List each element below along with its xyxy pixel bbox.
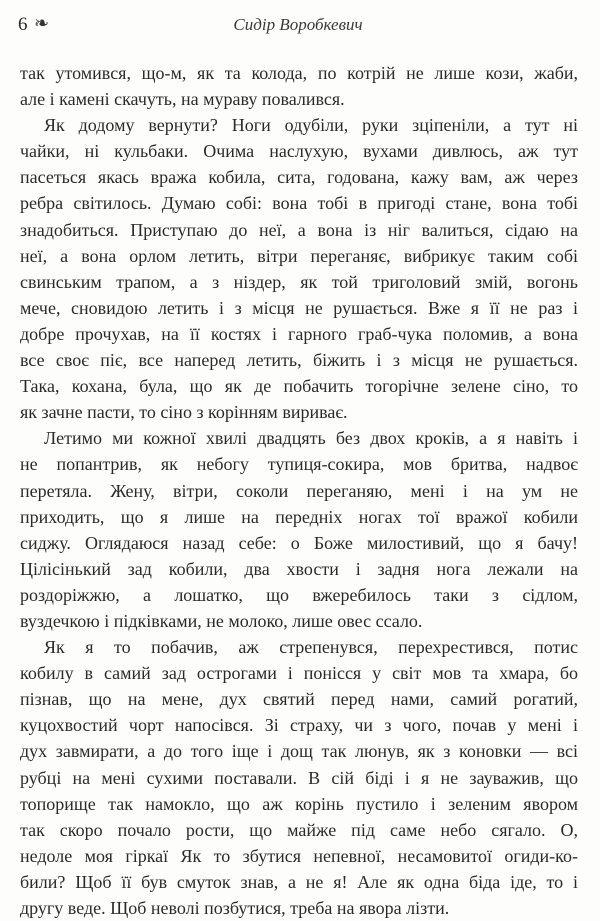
text-line: куцохвостий чорт напосівся. Зі страху, чи з чого, почав у мені і [20,715,578,736]
text-line: недоле моя гіркаї Як то збутися непевної, несамовитої огиди-ко- [20,845,578,866]
text-line: били? Щоб її був смуток знав, а не я! Але як одна біда іде, то і [20,871,578,892]
text-line: кобилу в самий зад острогами і понісся у світ мов та хмара, бо [20,663,578,684]
page-number: 6 [18,14,28,35]
text-line: так скоро почало рости, що майже під саме небо сягало. О, [20,819,578,840]
text-line: добре прочухав, на її костях і гарного граб-чука поломив, а вона [20,323,578,344]
text-line: перетяла. Жену, вітри, соколи переганяю, мені і на ум не [20,480,578,501]
text-line: топорище так намокло, що аж корінь пустило і зеленим явором [20,793,578,814]
text-line: пасеться якась вража кобила, сита, годована, кажу вам, аж через [20,167,578,188]
text-line: вуздечкою і підківками, не молоко, лише овес ссало. [20,610,423,631]
text-line: свинським трапом, а з ніздер, як той триголовий змій, вогонь [20,271,578,292]
text-line: приходить, що я лише на передніх ногах тої вражої кобили [20,506,578,527]
text-line: Як я то побачив, аж стрепенувся, перехрестився, потис [44,637,578,658]
text-line: дух завмирати, а до того іще і дощ так люнув, як з коновки — всі [20,741,578,762]
text-line: не попантрив, як небогу тупиця-сокира, мов бритва, надвоє [20,454,578,475]
text-line: сиджу. Оглядаюся назад себе: о Боже милостивий, що я бачу! [20,532,578,553]
text-line: ребра світилось. Думаю собі: вона тобі в пригоді стане, вона тобі [20,193,578,214]
text-line: Цілісінький зад кобили, два хвости і задня нога лежали на [20,558,578,579]
text-line: знадобиться. Приступаю до неї, а вона із ніг валиться, сідаю на [20,219,578,240]
text-line: чайки, ні кульбаки. Очима наслухую, вухами дивлюсь, аж тут [20,141,578,162]
text-line: як зачне пасти, то сіно з корінням вириває. [20,402,348,423]
text-line: так утомився, що-м, як та колода, по котрій не лише кози, жаби, [20,63,578,83]
text-line: все своє піє, все наперед летить, біжить і з місця не рушається. [20,350,578,371]
text-line: другу веде. Щоб неволі позбутися, треба на явора лізти. [20,898,450,918]
page-body-text [20,60,578,921]
text-line: пізнав, що на мене, дух святий перед нами, самий рогатий, [20,689,578,710]
text-line: мече, сновидою летить і з місця не рушається. Вже я її не раз і [20,297,578,318]
page-header [18,14,578,40]
text-line: Як додому вернути? Ноги одубіли, руки зціпеніли, а тут ні [44,115,578,136]
running-title: Сидір Воробкевич [233,15,363,34]
text-line: роздоріжжю, а лошатко, що вжеребилось таки з сідлом, [20,584,578,605]
text-line: але і камені скачуть, на мураву повалився. [20,89,345,110]
fleuron-ornament-icon: ❧ [34,13,50,34]
text-line: неї, а вона орлом летить, вітри переганяє, вибрикує таким собі [20,245,578,266]
text-line: Летимо ми кожної хвилі двадцять без двох кроків, а я навіть і [44,428,578,449]
text-line: рубці на мені сухими поставали. В сій біді і я не зауважив, що [20,767,578,788]
text-line: Така, кохана, була, що як де побачить тогорічне зелене сіно, то [20,376,578,397]
